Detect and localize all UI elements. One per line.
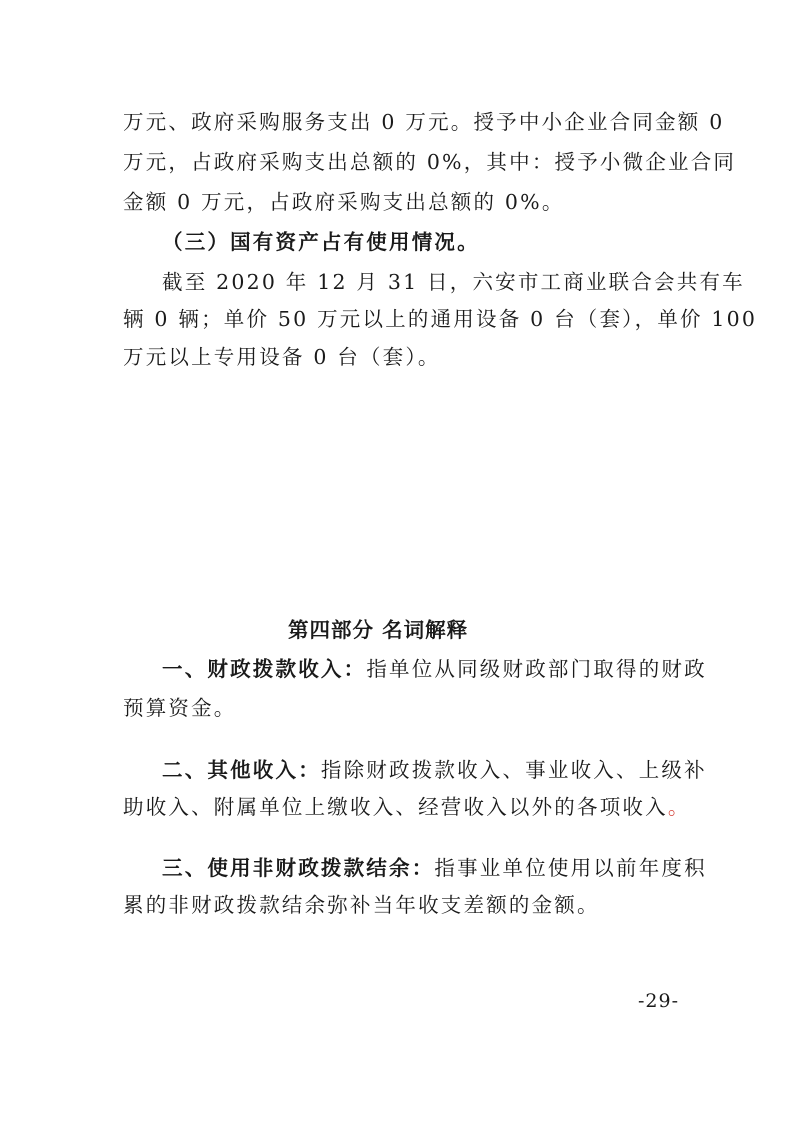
paragraph-line: 截至 2020 年 12 月 31 日，六安市工商业联合会共有车	[162, 270, 745, 294]
term-definition	[162, 854, 707, 882]
paragraph-line: 预算资金。	[123, 696, 237, 720]
term-definition	[162, 655, 707, 683]
section-heading: （三）国有资产占有使用情况。	[162, 230, 480, 254]
term-text: 指单位从同级财政部门取得的财政	[366, 657, 707, 681]
term-text: 指除财政拨款收入、事业收入、上级补	[320, 758, 707, 782]
paragraph-line	[123, 793, 691, 821]
term-text: 助收入、附属单位上缴收入、经营收入以外的各项收入	[123, 795, 668, 819]
page-number: -29-	[638, 990, 680, 1012]
paragraph-line: 辆 0 辆；单价 50 万元以上的通用设备 0 台（套），单价 100	[123, 307, 758, 331]
term-label: 三、使用非财政拨款结余：	[162, 856, 435, 880]
paragraph-line: 累的非财政拨款结余弥补当年收支差额的金额。	[123, 893, 600, 917]
term-label: 一、财政拨款收入：	[162, 657, 367, 681]
part-title: 第四部分 名词解释	[288, 618, 469, 642]
paragraph-line: 万元以上专用设备 0 台（套）。	[123, 345, 441, 369]
term-label: 二、其他收入：	[162, 758, 321, 782]
term-definition	[162, 756, 707, 784]
paragraph-line: 万元，占政府采购支出总额的 0%，其中：授予小微企业合同	[123, 150, 737, 174]
paragraph-line: 金额 0 万元，占政府采购支出总额的 0%。	[123, 190, 565, 214]
period-mark: 。	[667, 795, 691, 819]
term-text: 指事业单位使用以前年度积	[434, 856, 707, 880]
paragraph-line: 万元、政府采购服务支出 0 万元。授予中小企业合同金额 0	[123, 110, 725, 134]
